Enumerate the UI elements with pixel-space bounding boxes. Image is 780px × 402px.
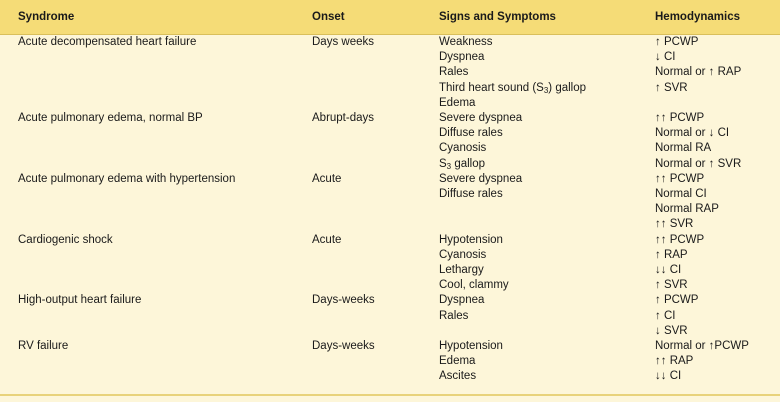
hemo-item: ↑↑ RAP xyxy=(655,355,694,368)
signs-cell xyxy=(439,35,586,111)
onset-cell: Abrupt-days xyxy=(312,112,375,124)
header-hemodynamics: Hemodynamics xyxy=(655,11,741,23)
signs-cell xyxy=(439,233,509,294)
sign-item: $S_3$ gallop xyxy=(439,157,486,171)
signs-cell xyxy=(439,293,484,323)
hemo-item: Normal or ↑ RAP xyxy=(655,66,742,79)
hemo-item: ↓ CI xyxy=(655,51,676,64)
hemodynamics-cell xyxy=(655,233,704,294)
sign-item: Dyspnea xyxy=(439,51,485,64)
hemo-item: Normal or ↑ SVR xyxy=(655,157,742,170)
sign-item: Hypotension xyxy=(439,339,503,352)
signs-cell xyxy=(439,172,522,202)
table-row xyxy=(0,339,780,385)
sign-item: Third heart sound $(S_3)$ gallop xyxy=(439,81,587,95)
hemo-item: Normal or ↑PCWP xyxy=(655,339,749,352)
bottom-rule xyxy=(0,394,780,396)
sign-item: Weakness xyxy=(439,36,493,48)
sign-item: Diffuse rales xyxy=(439,187,503,200)
syndrome-cell: RV failure xyxy=(18,339,69,352)
hemodynamics-cell xyxy=(655,35,741,96)
table-header xyxy=(0,0,780,35)
table-row xyxy=(0,172,780,233)
onset-cell: Days-weeks xyxy=(312,294,375,307)
hemodynamics-cell xyxy=(655,172,719,233)
hemodynamics-cell xyxy=(655,111,741,172)
sign-item: Severe dyspnea xyxy=(439,172,523,185)
sign-item: Diffuse rales xyxy=(439,127,503,140)
sign-item: Ascites xyxy=(439,370,477,383)
syndrome-cell: High-output heart failure xyxy=(18,294,142,307)
sign-item: Edema xyxy=(439,96,476,109)
onset-cell: Acute xyxy=(312,233,342,246)
syndrome-cell: Acute decompensated heart failure xyxy=(18,36,197,48)
hemo-item: ↑ CI xyxy=(655,309,676,322)
hemo-item: Normal RAP xyxy=(655,203,719,216)
hemo-item: ↓↓ CI xyxy=(655,370,682,383)
header-syndrome: Syndrome xyxy=(18,11,75,23)
hemo-item: ↑↑ PCWP xyxy=(655,112,705,124)
syndrome-cell: Acute pulmonary edema, normal BP xyxy=(18,112,203,124)
sign-item: Severe dyspnea xyxy=(439,112,523,124)
header-signs: Signs and Symptoms xyxy=(439,11,556,23)
sign-item: Hypotension xyxy=(439,233,503,246)
hemo-item: Normal or ↓ CI xyxy=(655,127,730,140)
sign-item: Rales xyxy=(439,309,469,322)
hemodynamics-cell xyxy=(655,293,698,339)
signs-cell xyxy=(439,339,503,385)
hemo-item: ↓↓ CI xyxy=(655,263,682,276)
syndrome-cell: Cardiogenic shock xyxy=(18,233,113,246)
hemo-item: ↑ PCWP xyxy=(655,294,699,307)
hemo-item: ↑ RAP xyxy=(655,248,688,261)
hemo-item: ↑↑ PCWP xyxy=(655,172,705,185)
hemo-item: ↑ PCWP xyxy=(655,36,699,48)
sign-item: Cyanosis xyxy=(439,142,487,155)
hemo-item: Normal RA xyxy=(655,142,712,155)
onset-cell: Days-weeks xyxy=(312,339,375,352)
syndrome-cell: Acute pulmonary edema with hypertension xyxy=(18,172,236,185)
hemo-item: ↑↑ SVR xyxy=(655,218,694,231)
table-row xyxy=(0,111,780,172)
sign-item: Lethargy xyxy=(439,263,484,276)
table-body xyxy=(0,35,780,385)
hemo-item: ↓ SVR xyxy=(655,324,688,337)
hemo-item: ↑ SVR xyxy=(655,81,688,94)
table-row xyxy=(0,35,780,111)
sign-item: Cyanosis xyxy=(439,248,487,261)
header-onset: Onset xyxy=(312,11,345,23)
hemo-item: ↑↑ PCWP xyxy=(655,233,705,246)
table-row xyxy=(0,293,780,339)
hemo-item: Normal CI xyxy=(655,187,707,200)
onset-cell: Acute xyxy=(312,172,342,185)
hemodynamics-cell xyxy=(655,339,749,385)
sign-item: Rales xyxy=(439,66,469,79)
table-row xyxy=(0,233,780,294)
onset-cell: Days weeks xyxy=(312,36,374,48)
sign-item: Dyspnea xyxy=(439,294,485,307)
signs-cell xyxy=(439,111,522,172)
sign-item: Edema xyxy=(439,355,476,368)
hemo-item: ↑ SVR xyxy=(655,279,688,292)
sign-item: Cool, clammy xyxy=(439,279,509,292)
